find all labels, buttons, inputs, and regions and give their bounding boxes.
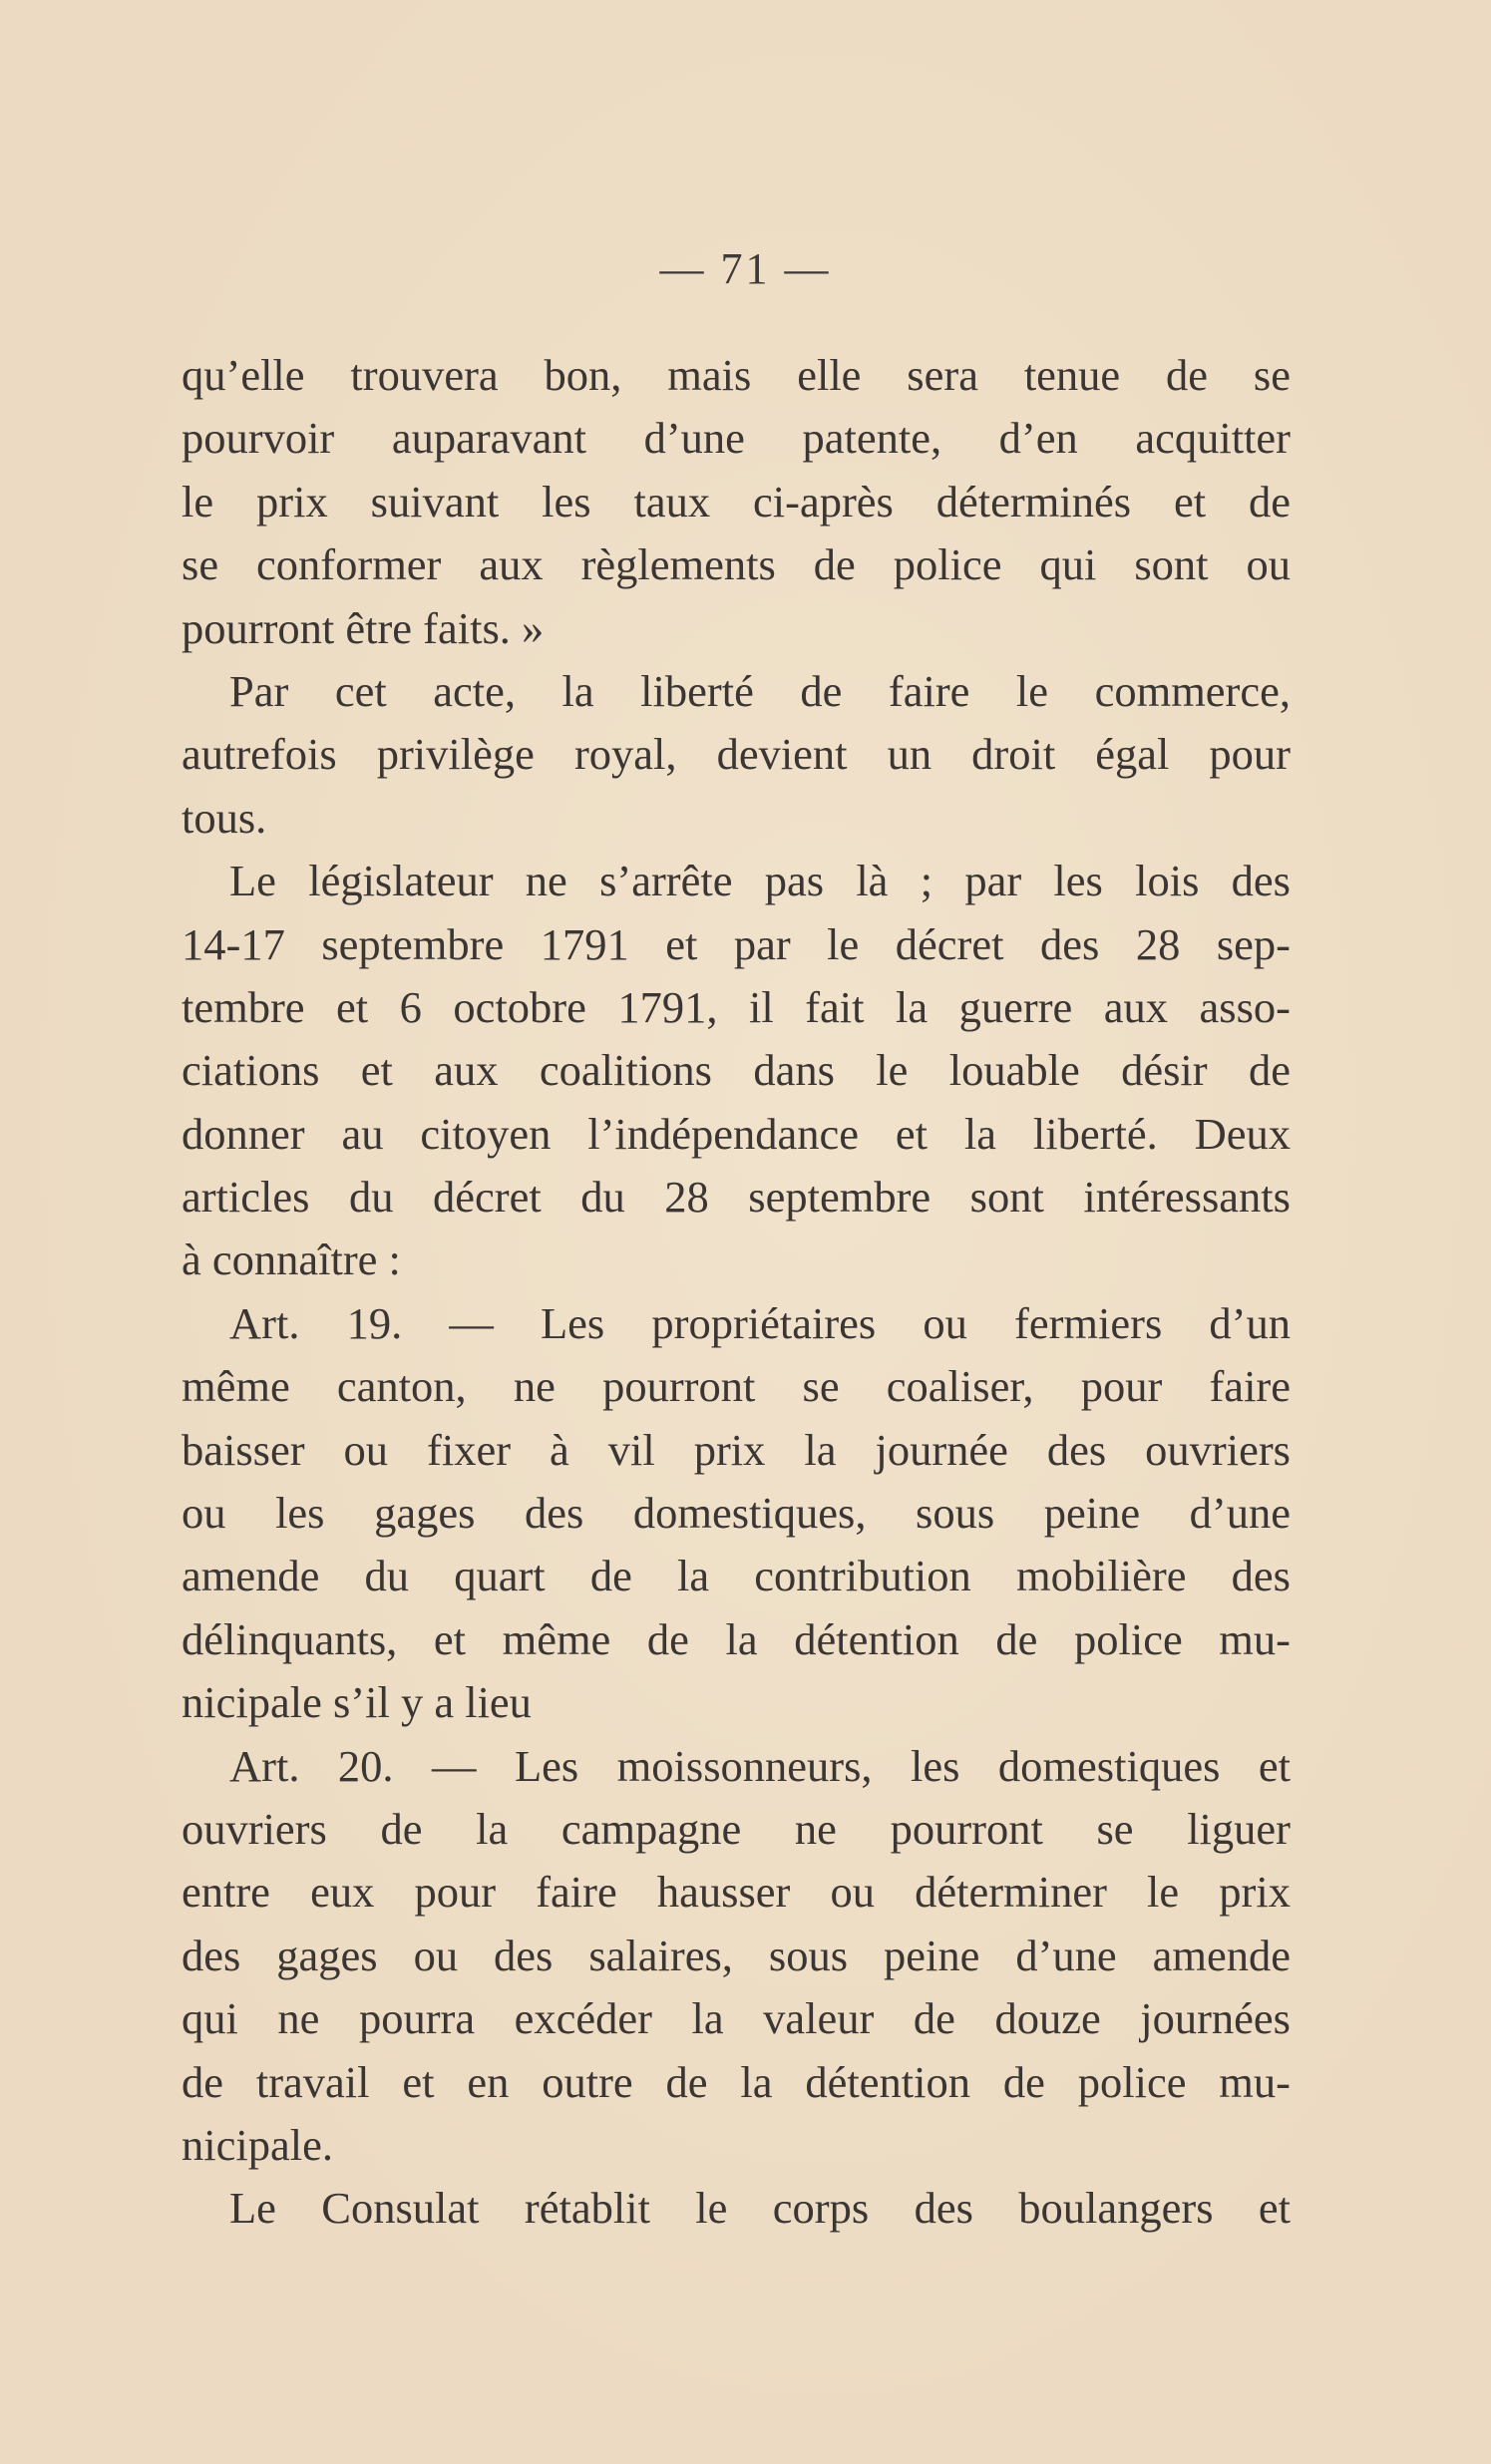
text-line: autrefois privilège royal, devient un droit égal pour (182, 729, 1291, 780)
text-line: amende du quart de la contribution mobilière des (182, 1551, 1291, 1601)
text-line: qui ne pourra excéder la valeur de douze journées (182, 1993, 1291, 2044)
text-line: pourront être faits. » (182, 602, 545, 653)
text-line: 14-17 septembre 1791 et par le décret des 28 sep- (182, 918, 1291, 969)
text-line: ciations et aux coalitions dans le louable désir de (182, 1045, 1291, 1096)
text-line: délinquants, et même de la détention de police mu- (182, 1613, 1291, 1664)
text-line: même canton, ne pourront se coaliser, pour faire (182, 1361, 1291, 1412)
text-line: pourvoir auparavant d’une patente, d’en acquitter (182, 413, 1291, 464)
text-line: nicipale. (182, 2119, 333, 2170)
text-line: qu’elle trouvera bon, mais elle sera tenue de se (182, 350, 1291, 400)
text-line: Art. 19. — Les propriétaires ou fermiers d’un (229, 1297, 1291, 1348)
body-text (182, 344, 1291, 2241)
text-line: Le législateur ne s’arrête pas là ; par les lois des (229, 856, 1291, 906)
text-line: tous. (182, 792, 267, 843)
text-line: ouvriers de la campagne ne pourront se liguer (182, 1803, 1291, 1854)
text-line: articles du décret du 28 septembre sont intéressants (182, 1172, 1291, 1223)
text-line: de travail et en outre de la détention de police mu- (182, 2056, 1291, 2107)
text-line: donner au citoyen l’indépendance et la liberté. Deux (182, 1108, 1291, 1159)
text-line: Le Consulat rétablit le corps des boulangers et (229, 2183, 1291, 2234)
text-line: nicipale s’il y a lieu (182, 1677, 532, 1728)
text-line: Art. 20. — Les moissonneurs, les domestiques et (229, 1740, 1291, 1791)
text-line: le prix suivant les taux ci-après déterminés et de (182, 476, 1291, 527)
text-line: baisser ou fixer à vil prix la journée des ouvriers (182, 1424, 1291, 1475)
text-line: Par cet acte, la liberté de faire le commerce, (229, 665, 1291, 716)
text-line: tembre et 6 octobre 1791, il fait la guerre aux asso- (182, 981, 1291, 1032)
text-line: ou les gages des domestiques, sous peine d’une (182, 1488, 1291, 1539)
text-line: à connaître : (182, 1234, 401, 1285)
text-line: se conformer aux règlements de police qui sont ou (182, 539, 1291, 590)
text-line: des gages ou des salaires, sous peine d’une amende (182, 1930, 1291, 1980)
text-line: entre eux pour faire hausser ou déterminer le prix (182, 1867, 1291, 1918)
page-number: — 71 — (659, 244, 832, 293)
